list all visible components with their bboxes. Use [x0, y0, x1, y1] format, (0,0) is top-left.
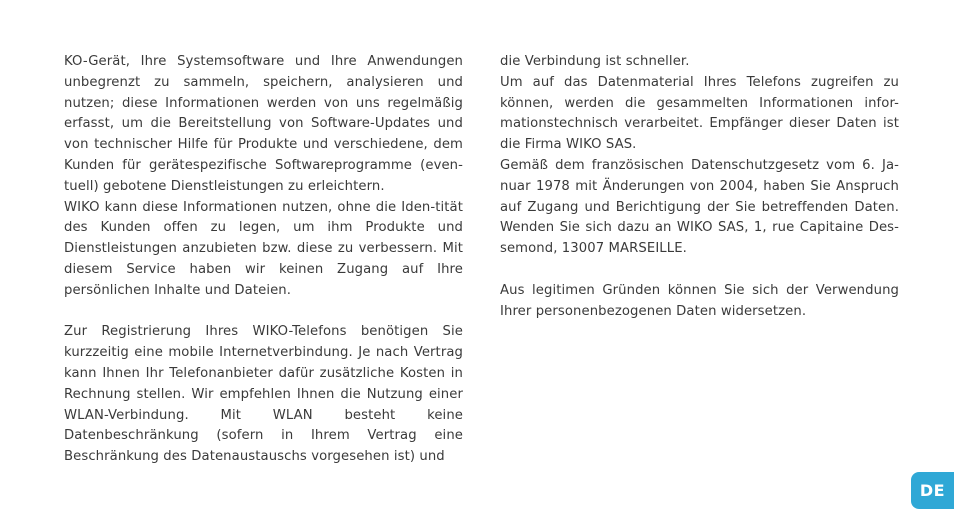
- body-paragraph: KO-Gerät, Ihre Systemsoftware und Ihre Anwendungen unbegrenzt zu sammeln, speichern, analysieren und nutzen; diese Informationen werden von uns regelmäßig erfasst, um die Bereitstellung von Software-Updates und von technischer Hilfe für Produkte und verschiedene, dem Kunden für gerätespezifische Softwareprogramme (even-tuell) gebotene Dienstleistungen zu erleichtern.: [64, 54, 463, 194]
- body-paragraph: Gemäß dem französischen Datenschutzgesetz vom 6. Ja-nuar 1978 mit Änderungen von 2004, haben Sie Anspruch auf Zugang und Berichtigung der Sie betreffenden Daten. Wenden Sie sich dazu an WIKO SAS, 1, rue Capitaine Des-semond, 13007 MARSEILLE.: [500, 157, 899, 257]
- body-paragraph: WIKO kann diese Informationen nutzen, ohne die Iden-tität des Kunden offen zu legen, um ihm Produkte und Dienstleistungen anzubieten bzw. diese zu verbessern. Mit diesem Service haben wir keinen Zugang auf Ihre persönlichen Inhalte und Dateien.: [64, 199, 463, 298]
- paragraph-spacer: [500, 260, 899, 281]
- left-text-column: [64, 52, 463, 468]
- body-paragraph: die Verbindung ist schneller.: [500, 54, 690, 69]
- body-paragraph: Zur Registrierung Ihres WIKO-Telefons benötigen Sie kurzzeitig eine mobile Internetverbindung. Je nach Vertrag kann Ihnen Ihr Telefonanbieter dafür zusätzliche Kosten in Rechnung stellen. Wir empfehlen Ihnen die Nutzung einer WLAN-Verbindung. Mit WLAN besteht keine Datenbeschränkung (sofern in Ihrem Vertrag eine Beschränkung des Datenaustauschs vorgesehen ist) und: [64, 324, 463, 465]
- language-tab-de[interactable]: DE: [911, 472, 954, 509]
- right-text-column: [500, 52, 899, 322]
- body-paragraph: Um auf das Datenmaterial Ihres Telefons zugreifen zu können, werden die gesammelten Informationen infor-mationstechnisch verarbeitet. Empfänger dieser Daten ist die Firma WIKO SAS.: [500, 74, 899, 153]
- paragraph-spacer: [64, 302, 463, 323]
- body-paragraph: Aus legitimen Gründen können Sie sich der Verwendung Ihrer personenbezogenen Daten widersetzen.: [500, 282, 899, 319]
